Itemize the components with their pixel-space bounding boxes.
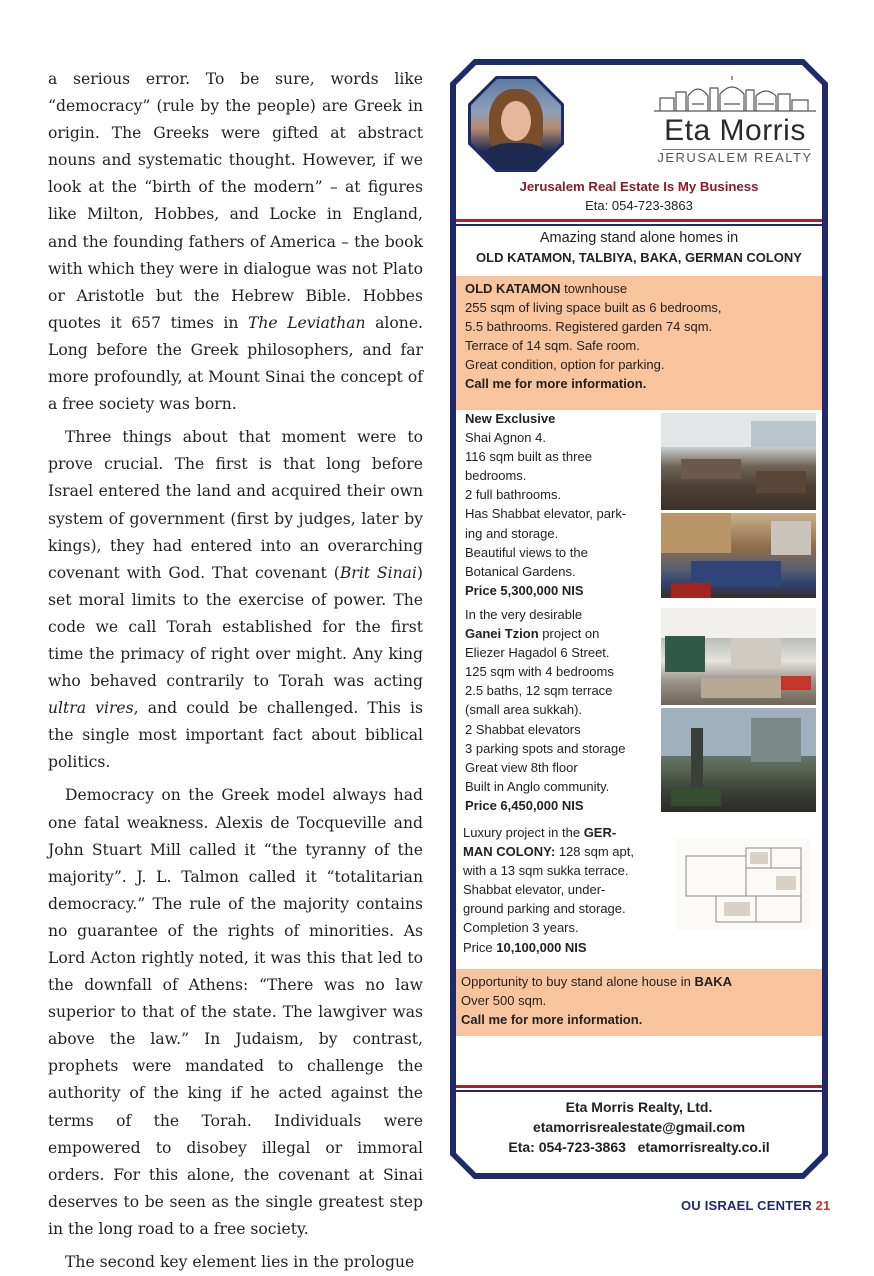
article-paragraph: The second key element lies in the prologue	[65, 1253, 415, 1272]
listing-line: Price 5,300,000 NIS	[465, 582, 584, 598]
agent-portrait	[471, 79, 561, 169]
listing-line: 2 full bathrooms.	[465, 487, 562, 503]
listing-line: Botanical Gardens.	[465, 563, 576, 579]
listing-line: with a 13 sqm sukka terrace.	[463, 863, 629, 879]
listing-line: Luxury project in the GER-	[463, 825, 617, 840]
listing-line: Opportunity to buy stand alone house in BAKA	[461, 974, 732, 989]
listing-photo-lounge	[661, 513, 816, 598]
listing-line: Over 500 sqm.	[461, 993, 547, 1009]
ad-neighborhoods: OLD KATAMON, TALBIYA, BAKA, GERMAN COLONY	[476, 250, 802, 265]
contact-phone-website: Eta: 054-723-3863 etamorrisrealty.co.il	[508, 1139, 770, 1155]
listing-line: Beautiful views to the	[465, 544, 588, 560]
listing-line: New Exclusive	[465, 411, 556, 426]
listing-line: 2 Shabbat elevators	[465, 721, 581, 737]
listing-line: Shabbat elevator, under-	[463, 882, 606, 898]
listing-line: 2.5 baths, 12 sqm terrace	[465, 683, 613, 699]
listing-line: OLD KATAMON townhouse	[465, 281, 628, 296]
ad-tagline: Jerusalem Real Estate Is My Business	[519, 179, 759, 194]
listing-line: Great view 8th floor	[465, 759, 578, 775]
article-paragraph: Three things about that moment were to prove crucial. The first is that long before Israel entered the land and acquired their own system of government (first by judges, later by kings), they had entered into an overarching covenant with God. That covenant (Brit Sinai) set moral limits to the exercise of power. The code we call Torah established for the first time the primacy of right over might. Any king who behaved contrarily to Torah was acting ultra vires, and could be challenged. This is the single most important fact about biblical politics.	[48, 428, 424, 772]
page-number: 21	[815, 1198, 831, 1213]
listing-line: 116 sqm built as three	[465, 449, 592, 465]
listing-line: 125 sqm with 4 bedrooms	[465, 664, 614, 680]
listing-photo-living-room	[661, 413, 816, 510]
listing-line: Call me for more information.	[461, 1012, 643, 1028]
publication-name: OU ISRAEL CENTER	[681, 1198, 812, 1213]
listing-line: bedrooms.	[465, 468, 527, 484]
listing-line: Price 6,450,000 NIS	[465, 797, 584, 813]
listing-line: Has Shabbat elevator, park-	[465, 506, 627, 522]
article-paragraph: Democracy on the Greek model always had one fatal weakness. Alexis de Tocqueville and John Stuart Mill called it “the tyranny of the majority”. J. L. Talmon called it “totalitarian democracy.” The rule of the majority contains no guarantee of the rights of minorities. As Lord Acton rightly noted, it was this that led to the downfall of Athens: “There was no law superior to that of the state. The lawgiver was above the law.” In Judaism, by contrast, prophets were mandated to challenge the authority of the king if he acted against the terms of the Torah. Individuals were empowered to disobey illegal or immoral orders. For this alone, the covenant at Sinai deserves to be seen as the single greatest step in the long road to a free society.	[48, 786, 423, 1238]
brand-name: Eta Morris	[664, 114, 806, 147]
article-paragraph: a serious error. To be sure, words like “democracy” (rule by the people) are Greek in origin. The Greeks were gifted at abstract nouns and systematic thought. However, if we look at the “birth of the modern” – at figures like Milton, Hobbes, and Locke in England, and the founding fathers of America – the book with which they were in dialogue was not Plato or Aristotle but the Hebrew Bible. Hobbes quotes it 657 times in The Leviathan alone. Long before the Greek philosophers, and far more profoundly, at Mount Sinai the concept of a free society was born.	[48, 70, 423, 414]
floor-plan-image	[676, 838, 811, 930]
page-footer	[681, 1198, 831, 1213]
listing-line: Eliezer Hagadol 6 Street.	[465, 645, 610, 661]
listing-line: 3 parking spots and storage	[465, 740, 626, 756]
listing-line: Built in Anglo community.	[465, 778, 610, 794]
ad-phone: Eta: 054-723-3863	[585, 198, 693, 213]
listing-line: In the very desirable	[465, 607, 583, 622]
contact-email: etamorrisrealestate@gmail.com	[532, 1119, 746, 1135]
contact-company: Eta Morris Realty, Ltd.	[565, 1099, 713, 1115]
listing-baka	[461, 972, 816, 1029]
listing-photo-kitchen	[661, 608, 816, 705]
listing-line: Price 10,100,000 NIS	[463, 939, 587, 955]
divider-red	[456, 1085, 822, 1088]
listing-line: ground parking and storage.	[463, 901, 626, 917]
listing-line: ing and storage.	[465, 525, 559, 541]
listing-line: 5.5 bathrooms. Registered garden 74 sqm.	[465, 319, 713, 335]
listing-old-katamon	[465, 279, 815, 394]
divider-navy	[456, 224, 822, 226]
listing-line: 255 sqm of living space built as 6 bedrooms,	[465, 300, 722, 316]
listing-line: Completion 3 years.	[463, 920, 579, 936]
listing-photo-view	[661, 708, 816, 812]
jerusalem-skyline-logo	[652, 74, 818, 114]
brand-subtitle: JERUSALEM REALTY	[657, 150, 813, 165]
listing-line: Great condition, option for parking.	[465, 357, 665, 373]
divider-navy	[456, 1090, 822, 1092]
listing-line: Terrace of 14 sqm. Safe room.	[465, 338, 640, 354]
divider-red	[456, 219, 822, 222]
listing-line: MAN COLONY: 128 sqm apt,	[463, 844, 634, 860]
listing-shai-agnon	[465, 409, 660, 600]
listing-ganei-tzion	[465, 605, 660, 815]
listing-line: (small area sukkah).	[465, 702, 583, 718]
ad-headline: Amazing stand alone homes in	[539, 230, 739, 246]
article-body	[48, 66, 423, 1276]
listing-line: Shai Agnon 4.	[465, 430, 546, 446]
listing-line: Ganei Tzion project on	[465, 626, 600, 642]
listing-line: Call me for more information.	[465, 376, 647, 392]
listing-german-colony	[463, 823, 673, 957]
